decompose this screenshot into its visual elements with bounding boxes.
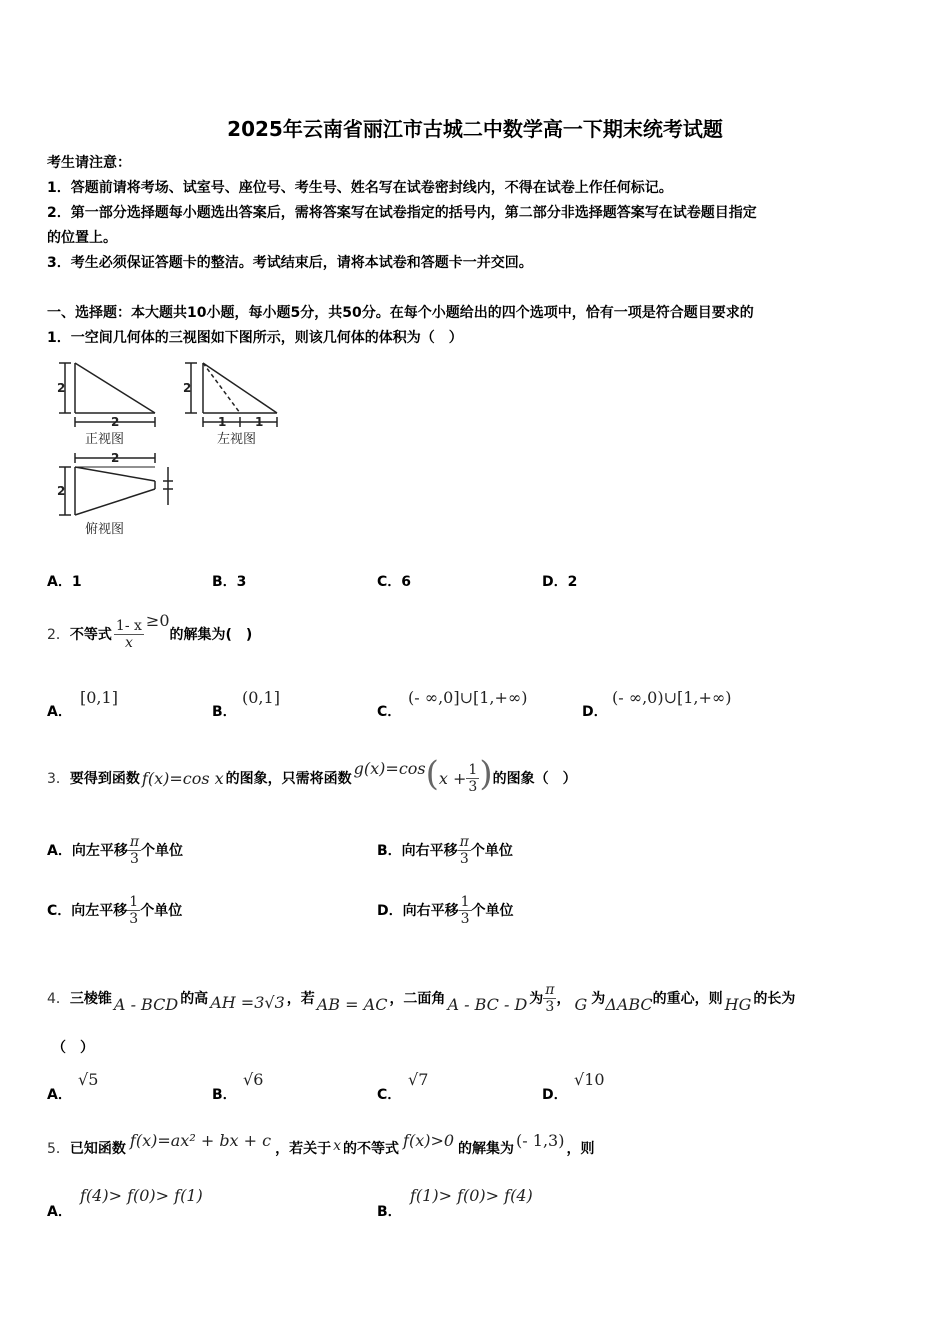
q3-option-a[interactable] xyxy=(47,828,183,872)
option-text: 个单位 xyxy=(470,843,513,859)
q2-relation: ≥0 xyxy=(145,610,170,630)
option-value: 3 xyxy=(236,574,247,590)
q3-function-f: f(x)=cos x xyxy=(141,768,224,788)
fraction-denominator: 3 xyxy=(468,778,478,795)
q4-math: HG xyxy=(724,994,752,1014)
option-text: 个单位 xyxy=(471,903,514,919)
q3-text: 要得到函数 xyxy=(69,771,140,787)
option-text: 向右平移 xyxy=(402,903,459,919)
q2-stem xyxy=(47,604,252,664)
q5-math: f(x)>0 xyxy=(403,1130,455,1150)
top-view-label: 俯视图 xyxy=(85,522,125,537)
q5-text: ，若关于 xyxy=(275,1141,332,1157)
option-text: 向左平移 xyxy=(71,843,128,859)
q2-fraction xyxy=(114,618,144,651)
q4-text: 的长为 xyxy=(753,991,796,1007)
option-letter: C． xyxy=(377,574,402,590)
option-fraction xyxy=(127,894,140,927)
q4-math: A - BC - D xyxy=(447,994,528,1014)
q1-option-c[interactable] xyxy=(377,571,411,591)
q5-option-b[interactable]: B． xyxy=(377,1204,402,1220)
q5-text: 已知函数 xyxy=(69,1141,126,1157)
q3-text: 的图象（ ） xyxy=(492,771,577,787)
q1-option-a[interactable] xyxy=(47,571,82,591)
fraction-numerator: 1- x xyxy=(115,617,142,634)
fraction-denominator: 3 xyxy=(129,850,139,867)
q2-option-d[interactable]: D． xyxy=(582,704,608,720)
q2-option-a-value: [0,1] xyxy=(80,688,118,707)
option-letter: A． xyxy=(47,574,72,590)
q3-function-g: g(x)=cos xyxy=(353,758,426,778)
option-letter: A． xyxy=(47,843,72,859)
q3-g-arg: x + xyxy=(438,768,467,788)
notice-item: 的位置上。 xyxy=(47,230,117,246)
option-value: 2 xyxy=(567,574,578,590)
question-number: 2． xyxy=(47,627,70,643)
q2-text: 的解集为( ) xyxy=(169,627,253,643)
option-text: 个单位 xyxy=(140,903,183,919)
q4-option-b-value: √6 xyxy=(243,1070,264,1089)
dim-label: 1 xyxy=(255,415,264,429)
q4-text: 为 xyxy=(529,991,544,1007)
fraction-numerator: 1 xyxy=(460,893,470,910)
option-letter: D． xyxy=(377,903,403,919)
q4-math: ΔABC xyxy=(605,994,653,1014)
q3-g-fraction xyxy=(466,762,479,795)
fraction-denominator: x xyxy=(124,634,133,651)
notice-item: 3．考生必须保证答题卡的整洁。考试结束后，请将本试卷和答题卡一并交回。 xyxy=(47,255,533,271)
notice-item: 1．答题前请将考场、试室号、座位号、考生号、姓名写在试卷密封线内，不得在试卷上作任何标记。 xyxy=(47,180,673,196)
option-letter: C． xyxy=(47,903,72,919)
option-letter: B． xyxy=(212,574,237,590)
option-value: 1 xyxy=(71,574,82,590)
q5-text: 的解集为 xyxy=(458,1141,515,1157)
q2-text: 不等式 xyxy=(69,627,112,643)
q4-answer-blank: （ ） xyxy=(52,1040,94,1056)
q2-option-d-value: (- ∞,0)∪[1,+∞) xyxy=(612,688,732,707)
section-heading: 一、选择题：本大题共10小题，每小题5分，共50分。在每个小题给出的四个选项中，恰有一项是符合题目要求的 xyxy=(47,305,754,321)
q5-math: (- 1,3) xyxy=(516,1130,565,1150)
front-view-label: 正视图 xyxy=(85,432,125,447)
option-fraction xyxy=(128,834,141,867)
question-number: 3． xyxy=(47,771,70,787)
option-fraction xyxy=(458,834,471,867)
fraction-numerator: π xyxy=(459,833,469,850)
q2-option-a[interactable]: A． xyxy=(47,704,72,720)
q5-stem xyxy=(47,1128,594,1168)
option-fraction xyxy=(459,894,472,927)
q4-math: A - BCD xyxy=(113,994,179,1014)
q4-text: 为 xyxy=(591,991,606,1007)
q3-option-b[interactable] xyxy=(377,828,513,872)
option-letter: D． xyxy=(542,574,568,590)
fraction-numerator: π xyxy=(129,833,140,850)
q5-option-b-value: f(1)> f(0)> f(4) xyxy=(410,1186,533,1205)
q4-stem xyxy=(47,976,795,1020)
q4-text: ，二面角 xyxy=(389,991,446,1007)
q4-option-d[interactable]: D． xyxy=(542,1087,568,1103)
fraction-numerator: 1 xyxy=(129,893,139,910)
q5-option-a-value: f(4)> f(0)> f(1) xyxy=(80,1186,203,1205)
notice-heading: 考生请注意： xyxy=(47,155,131,171)
option-value: 6 xyxy=(401,574,412,590)
fraction-numerator: 1 xyxy=(468,761,478,778)
dim-label: 2 xyxy=(57,484,66,498)
q4-text: 的重心，则 xyxy=(652,991,723,1007)
q5-text: ，则 xyxy=(566,1141,595,1157)
option-letter: B． xyxy=(377,843,402,859)
fraction-denominator: 3 xyxy=(545,998,555,1015)
q2-option-c-value: (- ∞,0]∪[1,+∞) xyxy=(408,688,528,707)
q4-option-c[interactable]: C． xyxy=(377,1087,402,1103)
dim-label: 1 xyxy=(218,415,227,429)
q4-text: 的高 xyxy=(180,991,209,1007)
option-text: 个单位 xyxy=(141,843,184,859)
dim-label: 2 xyxy=(111,451,120,465)
fraction-denominator: 3 xyxy=(459,850,469,867)
q5-option-a[interactable]: A． xyxy=(47,1204,72,1220)
question-number: 4． xyxy=(47,991,70,1007)
q3-option-c[interactable] xyxy=(47,888,182,932)
question-number: 5． xyxy=(47,1141,70,1157)
q5-math: f(x)=ax² + bx + c xyxy=(129,1130,272,1150)
side-view-label: 左视图 xyxy=(217,432,257,447)
dim-label: 2 xyxy=(111,415,120,429)
q1-option-b[interactable] xyxy=(212,571,246,591)
q5-math: x xyxy=(333,1138,342,1154)
fraction-numerator: π xyxy=(545,981,555,998)
page-title: 2025年云南省丽江市古城二中数学高一下期末统考试题 xyxy=(227,117,723,141)
dim-label: 2 xyxy=(183,381,192,395)
q4-math: AH =3√3 xyxy=(210,992,285,1012)
q1-three-view-figure xyxy=(45,355,285,540)
q2-option-b-value: (0,1] xyxy=(242,688,280,707)
dim-label: 2 xyxy=(57,381,66,395)
q4-text: 三棱锥 xyxy=(69,991,112,1007)
q4-option-b[interactable]: B． xyxy=(212,1087,237,1103)
q4-fraction xyxy=(543,982,556,1015)
q4-text: ，若 xyxy=(286,991,315,1007)
option-text: 向右平移 xyxy=(401,843,458,859)
q3-text: 的图象，只需将函数 xyxy=(225,771,352,787)
q1-stem: 1．一空间几何体的三视图如下图所示，则该几何体的体积为（ ） xyxy=(47,330,463,346)
q2-option-c[interactable]: C． xyxy=(377,704,402,720)
q4-text: ， xyxy=(556,991,571,1007)
q4-option-d-value: √10 xyxy=(574,1070,605,1089)
q4-math: G xyxy=(574,994,588,1014)
q3-stem: 3． 要得到函数 f(x)=cos x 的图象，只需将函数 g(x)=cos ( x + $\frac{1}{3}$ ) 的图象（ ） xyxy=(47,754,577,795)
notice-item: 2．第一部分选择题每小题选出答案后，需将答案写在试卷指定的括号内，第二部分非选择题答案写在试卷题目指定 xyxy=(47,205,757,221)
q2-option-b[interactable]: B． xyxy=(212,704,237,720)
q4-option-c-value: √7 xyxy=(408,1070,429,1089)
q4-option-a-value: √5 xyxy=(78,1070,99,1089)
q4-option-a[interactable]: A． xyxy=(47,1087,72,1103)
fraction-denominator: 3 xyxy=(460,910,470,927)
q1-option-d[interactable] xyxy=(542,571,577,591)
q3-option-d[interactable] xyxy=(377,888,514,932)
q4-math: AB = AC xyxy=(316,994,388,1014)
option-text: 向左平移 xyxy=(71,903,128,919)
fraction-denominator: 3 xyxy=(129,910,139,927)
q5-text: 的不等式 xyxy=(343,1141,400,1157)
